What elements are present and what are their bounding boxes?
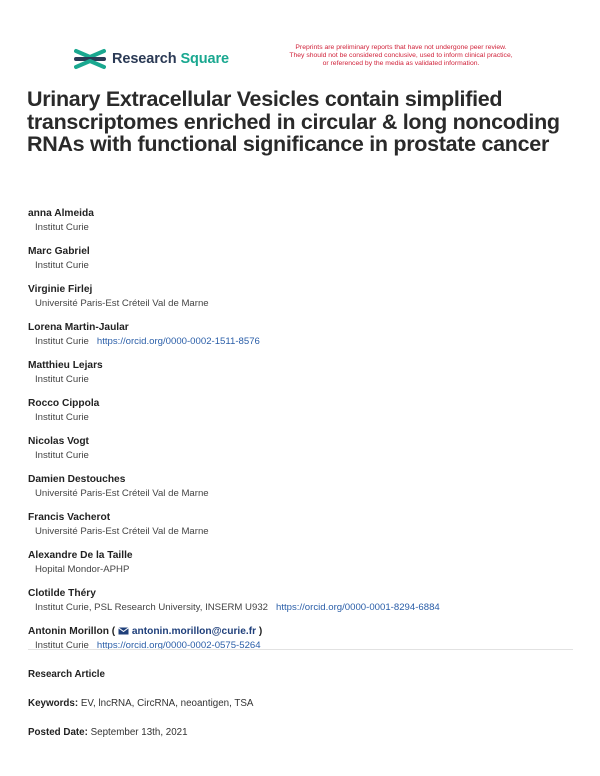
author-affiliation-row <box>28 298 588 310</box>
author-entry <box>28 435 588 473</box>
author-name-text: Lorena Martin-Jaular <box>28 322 129 333</box>
author-name-text: Rocco Cippola <box>28 398 100 409</box>
author-name <box>28 397 588 412</box>
author-affiliation: Hopital Mondor-APHP <box>35 564 130 575</box>
author-name <box>28 283 588 298</box>
author-name-text: Matthieu Lejars <box>28 360 103 371</box>
author-entry <box>28 283 588 321</box>
research-square-logo-icon <box>74 48 106 70</box>
author-entry <box>28 359 588 397</box>
article-type <box>28 669 105 680</box>
author-name <box>28 359 588 374</box>
notice-line: Preprints are preliminary reports that have not undergone peer review. <box>295 44 507 51</box>
preprint-notice <box>271 44 531 68</box>
author-affiliation-row <box>28 526 588 538</box>
paren: ) <box>256 626 263 637</box>
author-email-link[interactable]: antonin.morillon@curie.fr <box>131 626 257 637</box>
author-name-text: Antonin Morillon <box>28 626 109 637</box>
author-name <box>28 321 588 336</box>
orcid-link[interactable]: https://orcid.org/0000-0001-8294-6884 <box>276 602 440 613</box>
envelope-icon <box>118 627 129 635</box>
author-list <box>28 207 588 663</box>
author-name-text: Francis Vacherot <box>28 512 111 523</box>
author-name-text: Clotilde Théry <box>28 588 96 599</box>
orcid-link[interactable]: https://orcid.org/0000-0002-1511-8576 <box>96 336 260 347</box>
article-type-label: Research Article <box>28 669 105 680</box>
author-affiliation-row <box>28 564 588 576</box>
author-name <box>28 625 588 640</box>
author-affiliation-row <box>28 412 588 424</box>
author-affiliation-row <box>28 260 588 272</box>
author-entry <box>28 549 588 587</box>
author-name <box>28 473 588 488</box>
posted-date-row <box>28 727 188 738</box>
orcid-link[interactable]: https://orcid.org/0000-0002-0575-5264 <box>96 640 261 651</box>
author-affiliation: Université Paris-Est Créteil Val de Marne <box>35 298 209 309</box>
notice-line: They should not be considered conclusive, used to inform clinical practice, <box>289 52 513 59</box>
author-name-text: anna Almeida <box>28 208 94 219</box>
author-name <box>28 207 588 222</box>
author-entry <box>28 245 588 283</box>
author-affiliation: Institut Curie, PSL Research University, INSERM U932 <box>35 602 268 613</box>
paren: ( <box>108 626 118 637</box>
divider <box>28 649 573 650</box>
research-square-logo[interactable] <box>74 48 229 70</box>
logo-text <box>112 51 229 67</box>
author-affiliation: Institut Curie <box>35 640 89 651</box>
author-affiliation: Institut Curie <box>35 412 89 423</box>
author-name <box>28 435 588 450</box>
author-affiliation-row <box>28 640 588 652</box>
author-affiliation-row <box>28 222 588 234</box>
author-affiliation-row <box>28 488 588 500</box>
author-affiliation: Institut Curie <box>35 336 89 347</box>
keywords-row <box>28 698 253 709</box>
author-name-text: Nicolas Vogt <box>28 436 89 447</box>
author-affiliation: Institut Curie <box>35 450 89 461</box>
paper-title: Urinary Extracellular Vesicles contain simplified transcriptomes enriched in circular & long noncoding RNAs with functional significance in prostate cancer <box>27 87 560 156</box>
logo-text-research: Research <box>112 51 177 67</box>
header <box>74 44 554 76</box>
posted-date-label: Posted Date: <box>28 727 88 738</box>
keywords-label: Keywords: <box>28 698 79 709</box>
author-entry <box>28 321 588 359</box>
author-name <box>28 587 588 602</box>
author-affiliation-row <box>28 336 588 348</box>
keywords-value: EV, lncRNA, CircRNA, neoantigen, TSA <box>80 698 254 709</box>
notice-line: or referenced by the media as validated information. <box>322 60 480 67</box>
posted-date-value: September 13th, 2021 <box>90 727 188 738</box>
author-name-text: Virginie Firlej <box>28 284 93 295</box>
logo-text-square: Square <box>180 51 229 67</box>
author-affiliation-row <box>28 450 588 462</box>
author-name <box>28 245 588 260</box>
author-name-text: Alexandre De la Taille <box>28 550 133 561</box>
author-affiliation-row <box>28 374 588 386</box>
author-name-text: Marc Gabriel <box>28 246 90 257</box>
author-affiliation: Institut Curie <box>35 260 89 271</box>
author-name <box>28 549 588 564</box>
author-entry <box>28 625 588 663</box>
author-entry <box>28 511 588 549</box>
author-entry <box>28 397 588 435</box>
author-affiliation: Université Paris-Est Créteil Val de Marne <box>35 526 209 537</box>
author-name <box>28 511 588 526</box>
author-affiliation-row <box>28 602 588 614</box>
author-affiliation: Institut Curie <box>35 222 89 233</box>
author-entry <box>28 587 588 625</box>
author-affiliation: Institut Curie <box>35 374 89 385</box>
author-entry <box>28 207 588 245</box>
author-entry <box>28 473 588 511</box>
author-affiliation: Université Paris-Est Créteil Val de Marne <box>35 488 209 499</box>
author-name-text: Damien Destouches <box>28 474 126 485</box>
